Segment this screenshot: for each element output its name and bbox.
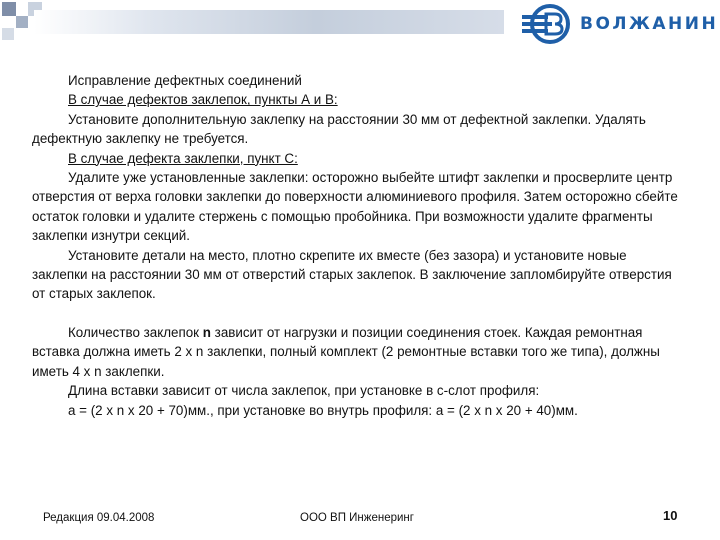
company-logo [522, 4, 718, 44]
case-c-heading-text: В случае дефекта заклепки, пункт С: [68, 150, 298, 166]
logo-emblem-icon [522, 4, 570, 44]
quantity-text-before: Количество заклепок [68, 324, 203, 340]
header-gradient-bar [34, 10, 504, 34]
logo-text: ВОЛЖАНИН [580, 14, 719, 34]
length-text: Длина вставки зависит от числа заклепок, при установке в с-слот профиля: [68, 383, 540, 399]
case-ab-heading [32, 90, 682, 109]
footer-revision: Редакция 09.04.2008 [43, 512, 155, 524]
case-ab-text: Установите дополнительную заклепку на расстоянии 30 мм от дефектной заклепки. Удалять дефектную заклепку не требуется. [32, 111, 646, 147]
quantity-n: n [202, 324, 211, 340]
case-c-heading [32, 149, 682, 168]
document-body [32, 71, 682, 420]
case-c-text: Удалите уже установленные заклепки: осторожно выбейте штифт заклепки и просверлите центр отверстия от верха головки заклепки до поверхности алюминиевого профиля. Затем осторожно сбейте остаток головки и удалите стержень с помощью пробойника. При возможности удалите фрагменты заклепки изнутри секций. [32, 170, 678, 244]
section-title: Исправление дефектных соединений [68, 73, 302, 88]
case-ab-heading-text: В случае дефектов заклепок, пункты А и В: [68, 92, 338, 108]
reinstall-text: Установите детали на место, плотно скрепите их вместе (без зазора) и установите новые заклепки на расстоянии 30 мм от отверстий старых заклепок. В заключение запломбируйте отверстия от старых заклепок. [32, 247, 672, 302]
page-number: 10 [663, 508, 678, 523]
paragraph-gap [32, 304, 682, 323]
decor-square [16, 16, 28, 28]
decor-square [2, 2, 16, 16]
quantity-text-after: зависит от нагрузки и позиции соединения стоек. Каждая ремонтная вставка должна иметь 2 х n заклепки, полный комплект (2 ремонтные вставки того же типа), должны иметь 4 х n заклепки. [32, 324, 660, 379]
decor-square [2, 28, 14, 40]
formula-text: a = (2 x n x 20 + 70)мм., при установке во внутрь профиля: a = (2 x n x 20 + 40)мм. [68, 402, 578, 418]
footer-company: ООО ВП Инженеринг [300, 512, 414, 524]
quantity-text [32, 323, 682, 381]
